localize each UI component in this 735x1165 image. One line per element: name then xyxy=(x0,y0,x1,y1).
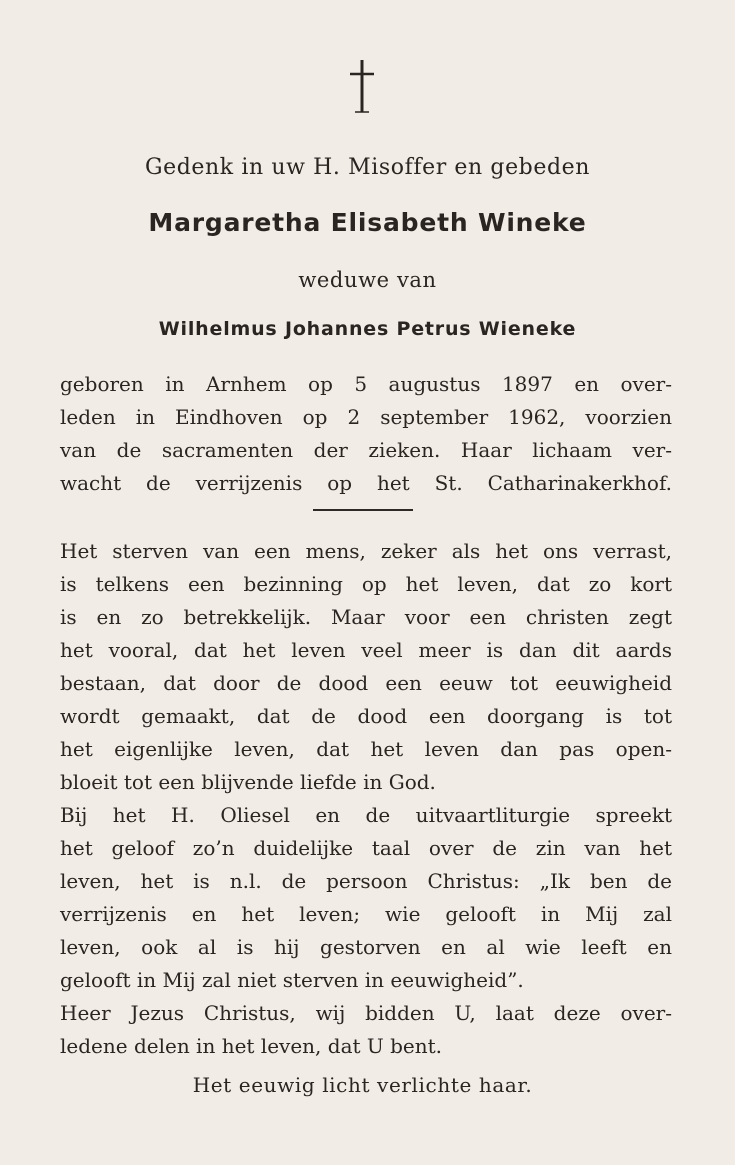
deceased-name: Margaretha Elisabeth Wineke xyxy=(148,208,587,237)
cross-icon xyxy=(344,58,380,114)
biography-line: leden in Eindhoven op 2 september 1962, voorzien xyxy=(60,405,672,429)
biography-line: geboren in Arnhem op 5 augustus 1897 en over- xyxy=(60,372,672,396)
remembrance-line: Gedenk in uw H. Misoffer en gebeden xyxy=(144,155,591,180)
meditation-line: het geloof zo’n duidelijke taal over de zin van het xyxy=(60,836,672,860)
meditation-line: leven, ook al is hij gestorven en al wie leeft en xyxy=(60,935,672,959)
section-divider xyxy=(313,509,413,511)
meditation-line: het vooral, dat het leven veel meer is dan dit aards xyxy=(60,638,672,662)
biography-line: wacht de verrijzenis op het St. Catharinakerkhof. xyxy=(60,471,672,495)
meditation-paragraph xyxy=(60,535,672,1063)
widow-of-line: weduwe van xyxy=(298,268,437,292)
spouse-name: Wilhelmus Johannes Petrus Wieneke xyxy=(158,318,577,340)
meditation-line: wordt gemaakt, dat de dood een doorgang is tot xyxy=(60,704,672,728)
meditation-line: gelooft in Mij zal niet sterven in eeuwigheid”. xyxy=(60,968,524,992)
closing-prayer: Het eeuwig licht verlichte haar. xyxy=(192,1073,533,1097)
meditation-line: ledene delen in het leven, dat U bent. xyxy=(60,1034,443,1058)
meditation-line: bestaan, dat door de dood een eeuw tot eeuwigheid xyxy=(60,671,672,695)
biography-line: van de sacramenten der zieken. Haar lichaam ver- xyxy=(60,438,672,462)
meditation-line: Heer Jezus Christus, wij bidden U, laat deze over- xyxy=(60,1001,672,1025)
biography-paragraph xyxy=(60,368,672,500)
meditation-line: is telkens een bezinning op het leven, dat zo kort xyxy=(60,572,672,596)
meditation-line: verrijzenis en het leven; wie gelooft in Mij zal xyxy=(60,902,672,926)
meditation-line: leven, het is n.l. de persoon Christus: „Ik ben de xyxy=(60,869,672,893)
meditation-line: bloeit tot een blijvende liefde in God. xyxy=(60,770,436,794)
meditation-line: Het sterven van een mens, zeker als het ons verrast, xyxy=(60,539,672,563)
meditation-line: Bij het H. Oliesel en de uitvaartliturgie spreekt xyxy=(60,803,672,827)
meditation-line: het eigenlijke leven, dat het leven dan pas open- xyxy=(60,737,672,761)
meditation-line: is en zo betrekkelijk. Maar voor een christen zegt xyxy=(60,605,672,629)
